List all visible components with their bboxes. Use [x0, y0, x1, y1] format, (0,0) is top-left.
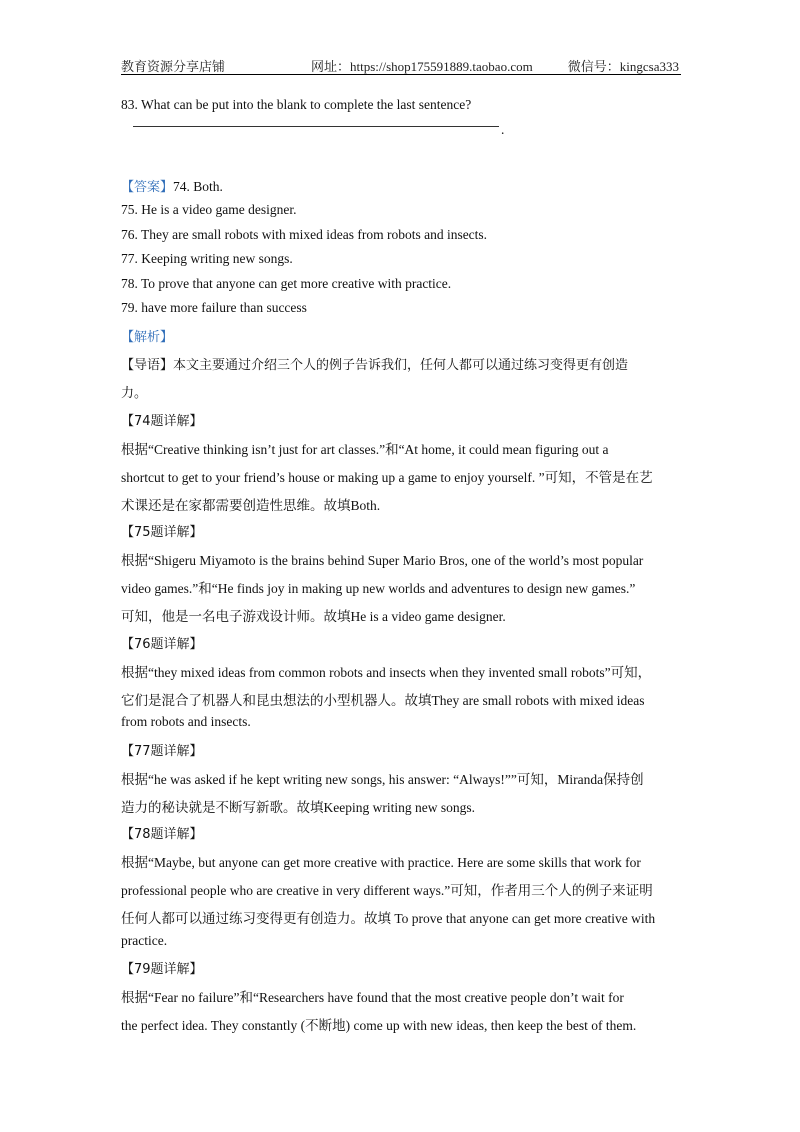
- page-header: [121, 56, 681, 75]
- question-83-text: 83. What can be put into the blank to complete the last sentence?: [121, 97, 472, 112]
- detail-76-line-1: 根据“they mixed ideas from common robots and insects when they invented small robots”可知，: [121, 665, 652, 680]
- detail-78-line-4: practice.: [121, 933, 168, 948]
- detail-74-line-2: shortcut to get to your friend’s house or making up a game to enjoy yourself. ”可知，不管是在艺: [121, 470, 653, 485]
- detail-75-line-1: 根据“Shigeru Miyamoto is the brains behind Super Mario Bros, one of the world’s most popular: [121, 553, 644, 568]
- detail-75-line-3: 可知，他是一名电子游戏设计师。故填He is a video game designer.: [121, 609, 506, 624]
- analysis-tag: 【解析】: [121, 330, 174, 345]
- heading-74: 【74题详解】: [121, 414, 203, 429]
- answer-78: 78. To prove that anyone can get more creative with practice.: [121, 276, 452, 291]
- answer-75: 75. He is a video game designer.: [121, 202, 297, 217]
- heading-77: 【77题详解】: [121, 744, 203, 759]
- detail-78-line-2: professional people who are creative in very different ways.”可知，作者用三个人的例子来证明: [121, 883, 653, 898]
- heading-75: 【75题详解】: [121, 525, 203, 540]
- guide-line-1: 【导语】本文主要通过介绍三个人的例子告诉我们，任何人都可以通过练习变得更有创造: [121, 358, 629, 373]
- answer-77: 77. Keeping writing new songs.: [121, 251, 293, 266]
- detail-74-line-1: 根据“Creative thinking isn’t just for art classes.”和“At home, it could mean figuring out a: [121, 442, 609, 457]
- answer-74: 74. Both.: [173, 179, 223, 194]
- answer-76: 76. They are small robots with mixed ideas from robots and insects.: [121, 227, 488, 242]
- detail-79-line-1: 根据“Fear no failure”和“Researchers have found that the most creative people don’t wait for: [121, 990, 624, 1005]
- detail-77-line-1: 根据“he was asked if he kept writing new songs, his answer: “Always!””可知，Miranda保持创: [121, 772, 644, 787]
- answer-79: 79. have more failure than success: [121, 300, 307, 315]
- answer-blank-line: [133, 126, 499, 127]
- detail-74-line-3: 术课还是在家都需要创造性思维。故填Both.: [121, 498, 381, 513]
- header-url: 网址：https://shop175591889.taobao.com: [311, 59, 533, 74]
- heading-76: 【76题详解】: [121, 637, 203, 652]
- heading-79: 【79题详解】: [121, 962, 203, 977]
- detail-78-line-3: 任何人都可以通过练习变得更有创造力。故填 To prove that anyone can get more creative with: [121, 911, 656, 926]
- header-wechat: 微信号：kingcsa333: [567, 59, 679, 74]
- detail-77-line-2: 造力的秘诀就是不断写新歌。故填Keeping writing new songs.: [121, 800, 475, 815]
- detail-78-line-1: 根据“Maybe, but anyone can get more creative with practice. Here are some skills that work for: [121, 855, 641, 870]
- header-shop-name: 教育资源分享店铺: [121, 60, 226, 75]
- answer-74-line: [121, 176, 223, 195]
- heading-78: 【78题详解】: [121, 827, 203, 842]
- guide-line-2: 力。: [121, 386, 148, 401]
- blank-period: .: [501, 122, 505, 137]
- detail-75-line-2: video games.”和“He finds joy in making up new worlds and adventures to design new games.”: [121, 581, 636, 596]
- detail-79-line-2: the perfect idea. They constantly (不断地) come up with new ideas, then keep the best of them.: [121, 1018, 637, 1033]
- answer-tag: 【答案】: [121, 180, 174, 195]
- detail-76-line-2: 它们是混合了机器人和昆虫想法的小型机器人。故填They are small robots with mixed ideas: [121, 693, 645, 708]
- detail-76-line-3: from robots and insects.: [121, 714, 251, 729]
